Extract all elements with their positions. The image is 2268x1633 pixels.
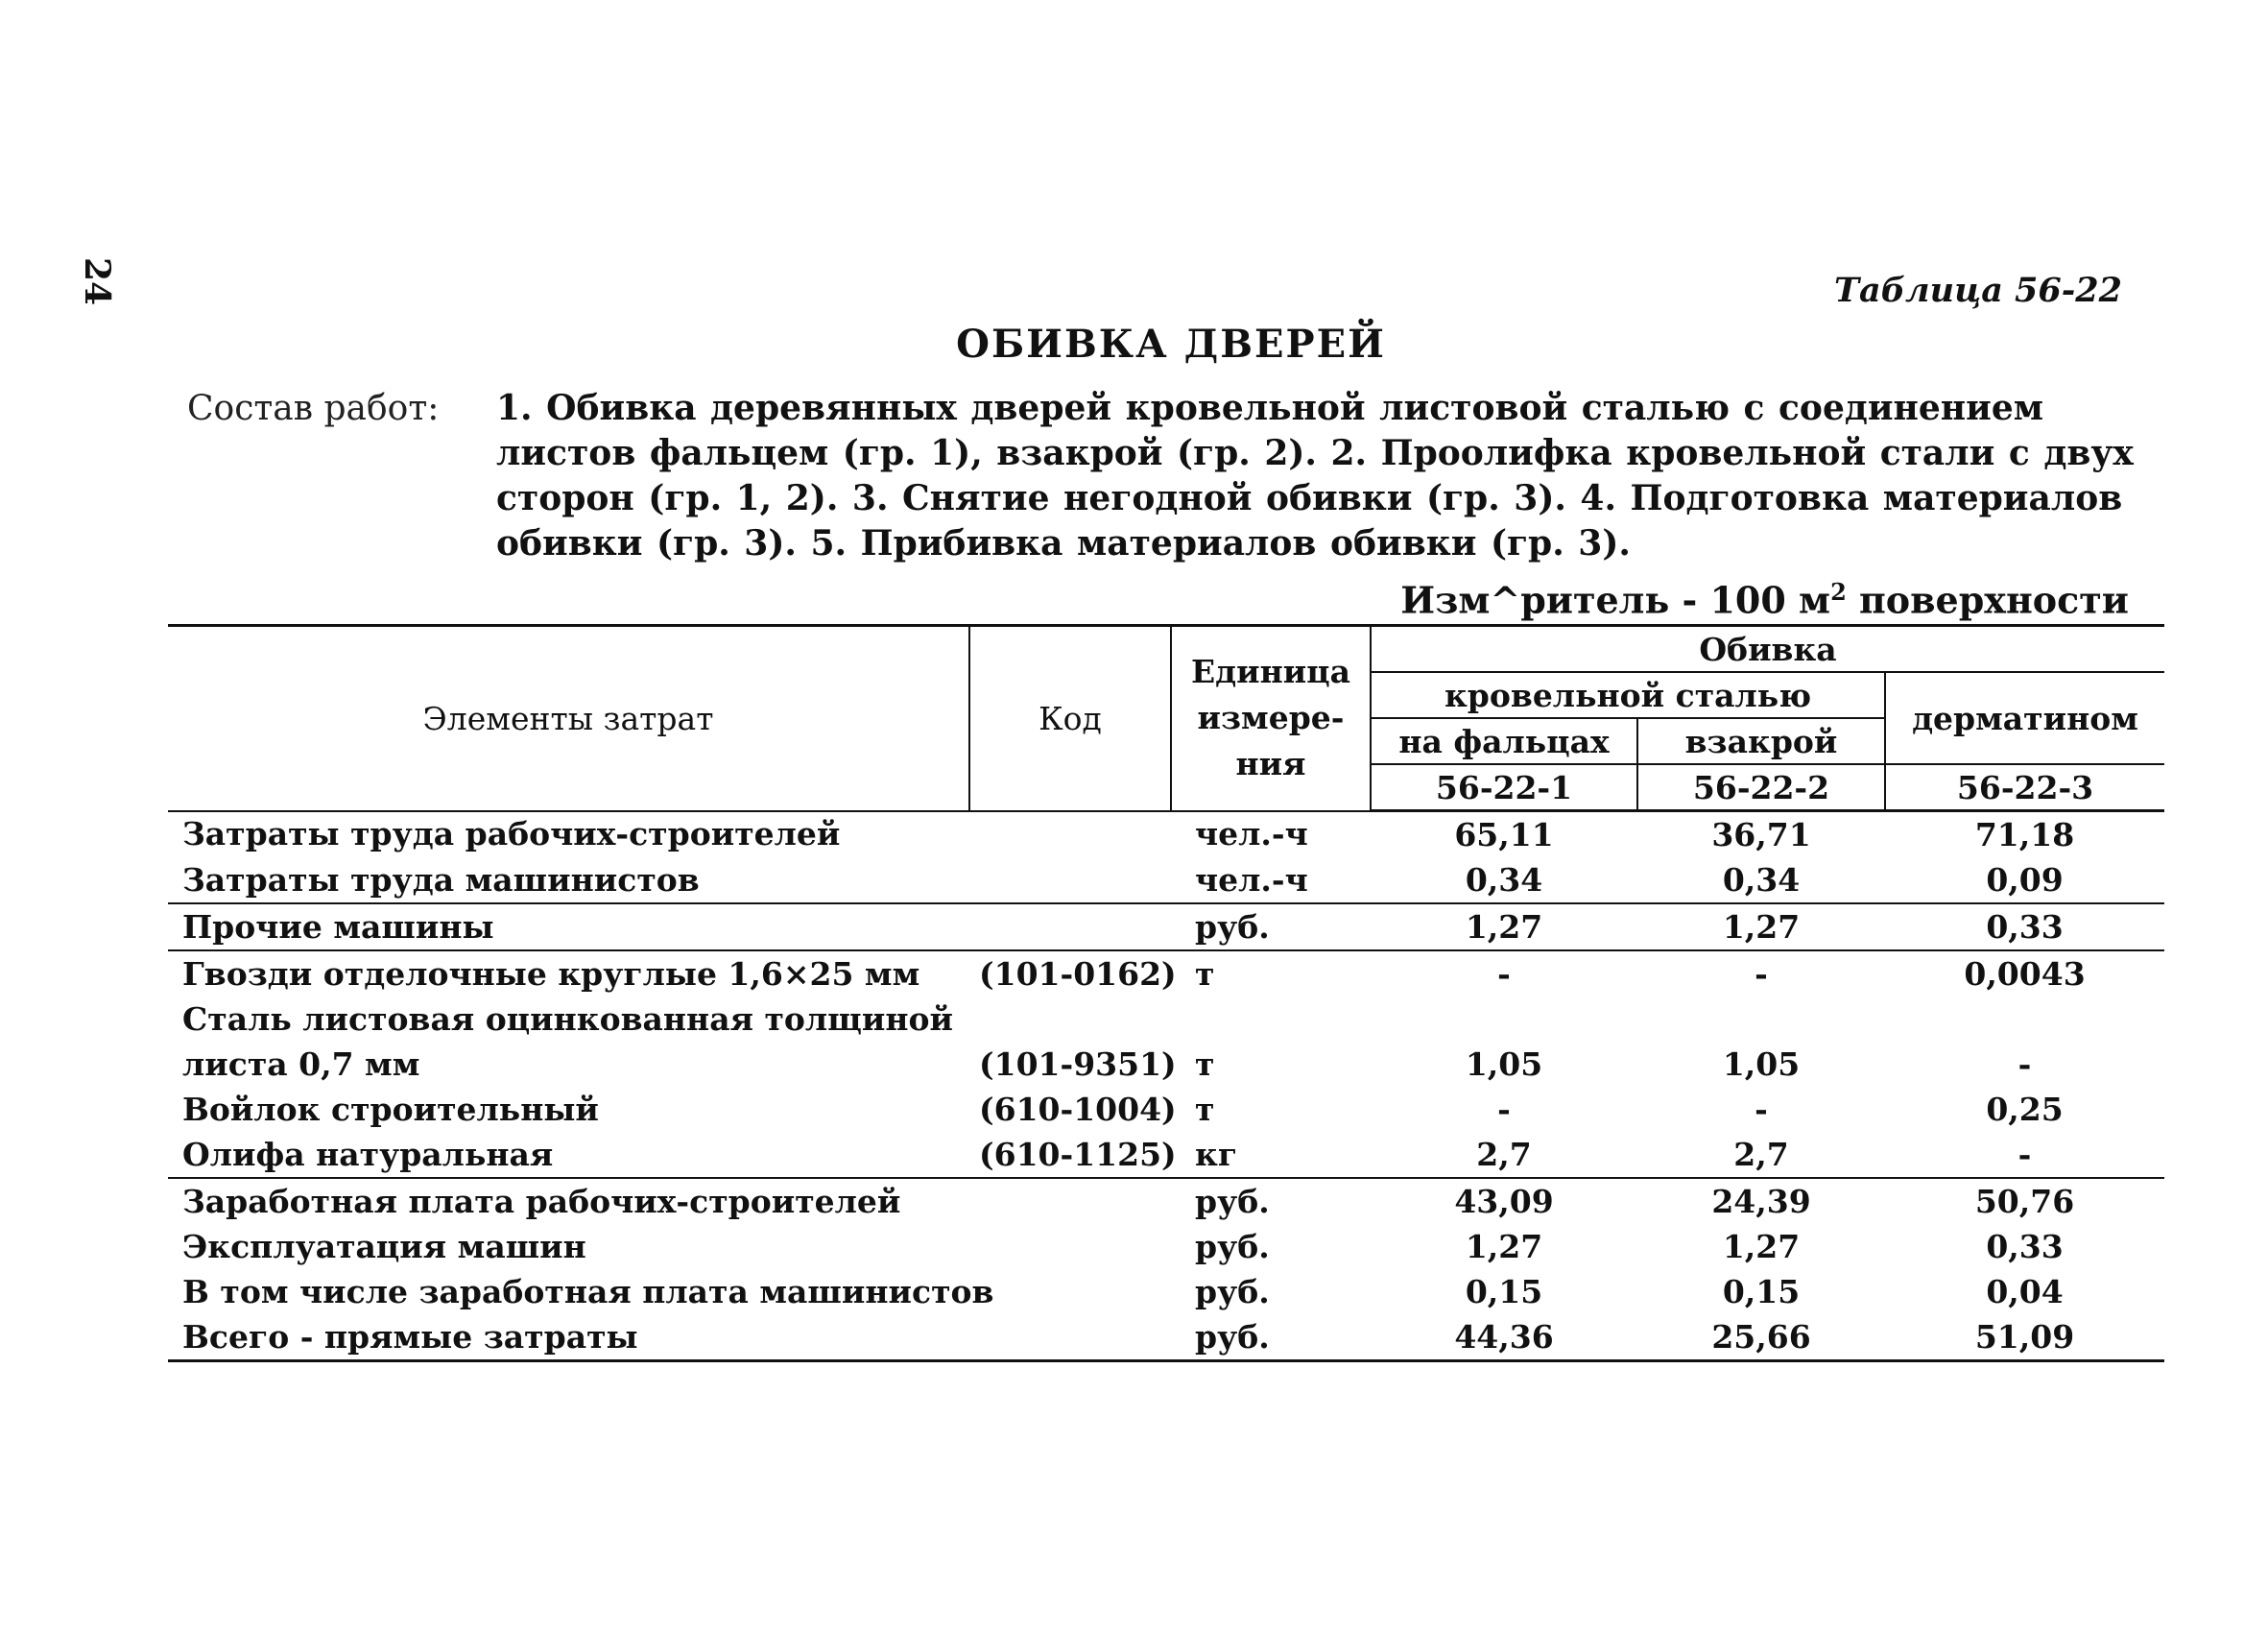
row-value-1: 1,05 xyxy=(1465,1045,1543,1083)
work-composition-label: Состав работ: xyxy=(187,389,440,428)
work-composition xyxy=(187,386,2136,566)
row-name: Прочие машины xyxy=(168,903,969,950)
row-code xyxy=(969,903,1171,950)
row-value-3: 0,09 xyxy=(1885,857,2164,903)
row-unit: т xyxy=(1195,1090,1215,1128)
row-value-3: 0,33 xyxy=(1986,1227,2064,1265)
row-value-1 xyxy=(1371,997,1637,1042)
row-value-3: 0,0043 xyxy=(1964,954,2086,993)
row-code xyxy=(969,811,1171,858)
row-value-2: - xyxy=(1755,954,1768,993)
header-unit-line1: Единица xyxy=(1190,653,1350,691)
row-value-2: 2,7 xyxy=(1637,1132,1885,1178)
row-value-2: 0,34 xyxy=(1637,857,1885,903)
row-value-2: 1,27 xyxy=(1637,903,1885,950)
row-value-3: 0,25 xyxy=(1986,1090,2064,1128)
page-title: ОБИВКА ДВЕРЕЙ xyxy=(956,322,1386,367)
row-code xyxy=(969,997,1171,1042)
row-value-2: 36,71 xyxy=(1711,815,1811,853)
table-row xyxy=(168,1087,2164,1132)
row-value-1: 65,11 xyxy=(1454,815,1554,853)
row-name: Войлок строительный xyxy=(182,1090,599,1128)
header-unit xyxy=(1171,626,1371,811)
table-row xyxy=(168,811,2164,858)
row-unit: кг xyxy=(1171,1132,1371,1178)
row-value-1: - xyxy=(1497,1090,1511,1128)
header-code-1: 56-22-1 xyxy=(1371,764,1637,811)
row-value-3: 50,76 xyxy=(1974,1182,2075,1220)
row-code xyxy=(969,1314,1171,1361)
row-value-3: - xyxy=(2017,1045,2032,1083)
measure-mark: ^ xyxy=(1490,578,1521,622)
row-name: Заработная плата рабочих-строителей xyxy=(182,1182,901,1220)
row-value-2 xyxy=(1637,997,1885,1042)
row-unit: т xyxy=(1195,1045,1215,1083)
table-label: Таблица 56-22 xyxy=(1834,271,2122,310)
header-code: Код xyxy=(969,626,1171,811)
row-unit: чел.-ч xyxy=(1195,815,1308,853)
table-row xyxy=(168,1178,2164,1224)
row-unit: руб. xyxy=(1195,1182,1270,1220)
row-code: (610-1125) xyxy=(969,1132,1171,1178)
row-value-3: - xyxy=(1885,1132,2164,1178)
row-value-1: 1,27 xyxy=(1465,1227,1543,1265)
row-code xyxy=(969,1224,1171,1269)
row-value-3 xyxy=(1885,997,2164,1042)
header-code-2: 56-22-2 xyxy=(1637,764,1885,811)
row-unit: т xyxy=(1195,954,1215,993)
measure-rest: ритель - 100 м xyxy=(1520,578,1831,622)
row-name: Затраты труда машинистов xyxy=(168,857,969,903)
header-lap: взакрой xyxy=(1637,718,1885,764)
row-value-2: 25,66 xyxy=(1637,1314,1885,1361)
row-code: (101-0162) xyxy=(979,954,1177,993)
row-name: Сталь листовая оцинкованная толщиной xyxy=(182,999,954,1038)
row-value-1: 43,09 xyxy=(1454,1182,1554,1220)
row-value-2: 1,27 xyxy=(1722,1227,1801,1265)
row-unit: руб. xyxy=(1171,1314,1371,1361)
table-row xyxy=(168,1269,2164,1314)
header-elements: Элементы затрат xyxy=(168,626,969,811)
row-name: Затраты труда рабочих-строителей xyxy=(182,815,841,853)
table-row xyxy=(168,950,2164,997)
row-unit: руб. xyxy=(1195,1272,1270,1310)
measure-prefix: Изм xyxy=(1400,578,1491,622)
row-value-1: 1,27 xyxy=(1371,903,1637,950)
row-code: (610-1004) xyxy=(979,1090,1177,1128)
row-value-1: - xyxy=(1497,954,1511,993)
row-code xyxy=(969,857,1171,903)
row-value-1: 0,34 xyxy=(1371,857,1637,903)
measure-unit xyxy=(1400,578,2129,622)
row-unit: чел.-ч xyxy=(1171,857,1371,903)
table-row xyxy=(168,1042,2164,1087)
table-row xyxy=(168,1224,2164,1269)
table-row xyxy=(168,1132,2164,1178)
header-code-3: 56-22-3 xyxy=(1885,764,2164,811)
row-value-3: 71,18 xyxy=(1974,815,2075,853)
header-unit-line2: измере- xyxy=(1197,699,1345,737)
row-name: Всего - прямые затраты xyxy=(168,1314,969,1361)
row-value-2: 0,15 xyxy=(1722,1272,1801,1310)
row-unit: руб. xyxy=(1195,1227,1270,1265)
row-name: Гвозди отделочные круглые 1,6×25 мм xyxy=(182,954,920,993)
row-name: Олифа натуральная xyxy=(168,1132,969,1178)
table-row xyxy=(168,997,2164,1042)
row-value-3: 0,04 xyxy=(1986,1272,2064,1310)
table-row xyxy=(168,857,2164,903)
row-value-2: 1,05 xyxy=(1722,1045,1801,1083)
row-code xyxy=(969,1178,1171,1224)
row-value-1: 2,7 xyxy=(1371,1132,1637,1178)
row-code: (101-9351) xyxy=(979,1045,1177,1083)
row-value-1: 44,36 xyxy=(1371,1314,1637,1361)
row-unit xyxy=(1171,997,1371,1042)
table-row xyxy=(168,1314,2164,1361)
header-folds: на фальцах xyxy=(1371,718,1637,764)
row-name: листа 0,7 мм xyxy=(182,1045,420,1083)
row-value-3: 0,33 xyxy=(1885,903,2164,950)
row-name: Эксплуатация машин xyxy=(182,1227,586,1265)
work-composition-text: 1. Обивка деревянных дверей кровельной листовой сталью с соединением листов фальцем (гр. 1), взакрой (гр. 2). 2. Проолифка кровельной стали с двух сторон (гр. 1, 2). 3. Снятие негодной обивки (гр. 3). 4. Подготовка материалов обивки (гр. 3). 5. Прибивка материалов обивки (гр. 3). xyxy=(496,388,2134,564)
header-unit-line3: ния xyxy=(1235,745,1306,783)
row-unit: руб. xyxy=(1171,903,1371,950)
table-row xyxy=(168,903,2164,950)
header-group: Обивка xyxy=(1371,626,2164,673)
measure-sup: 2 xyxy=(1830,578,1847,606)
header-steel: кровельной сталью xyxy=(1371,672,1885,718)
row-value-1: 0,15 xyxy=(1465,1272,1543,1310)
page-number: 24 xyxy=(77,257,117,306)
row-code xyxy=(969,1269,1171,1314)
cost-table xyxy=(168,624,2164,1362)
header-dermatin: дерматином xyxy=(1885,672,2164,764)
row-value-2: 24,39 xyxy=(1711,1182,1811,1220)
row-name: В том числе заработная плата машинистов xyxy=(182,1272,994,1310)
row-value-2: - xyxy=(1755,1090,1768,1128)
measure-suffix: поверхности xyxy=(1846,578,2129,622)
row-value-3: 51,09 xyxy=(1885,1314,2164,1361)
